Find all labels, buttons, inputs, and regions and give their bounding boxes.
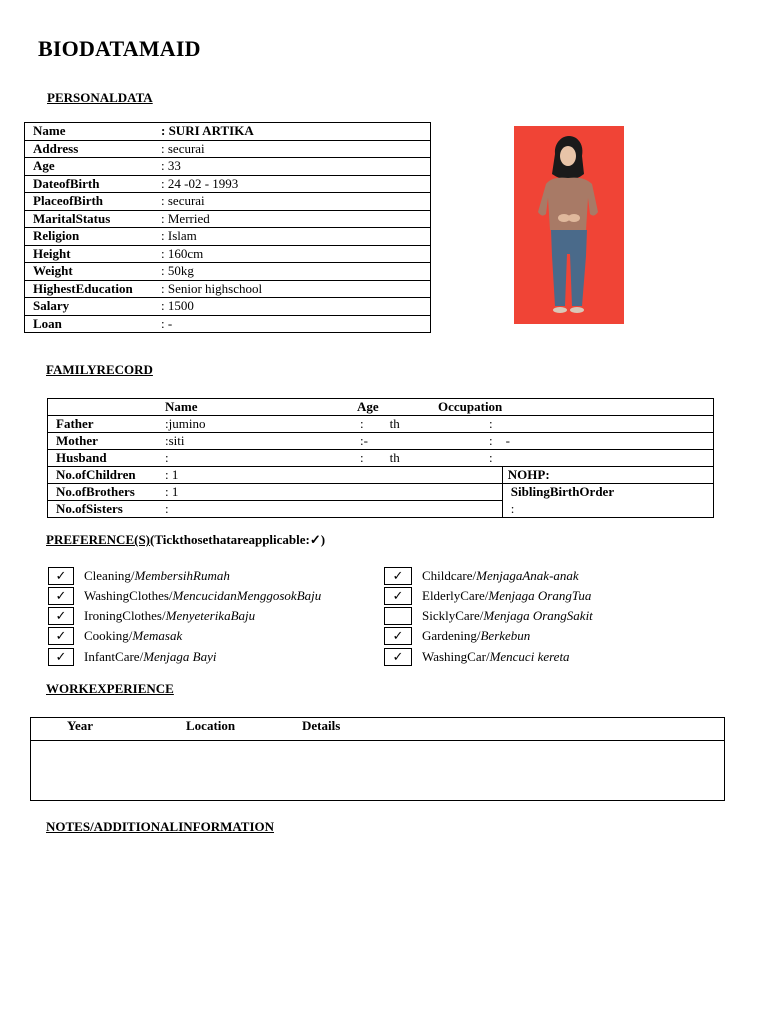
pref-infant-care: ✓ InfantCare/Menjaga Bayi — [48, 647, 217, 667]
page-title: BIODATAMAID — [38, 36, 201, 61]
salary-value: : 1500 — [161, 298, 431, 316]
profile-photo — [514, 126, 624, 324]
preferences-heading: PREFERENCE(S)(Tickthosethatareapplicable:✓) — [46, 532, 326, 547]
col-details-header: Details — [302, 718, 341, 733]
father-label: Father — [48, 416, 166, 433]
sisters-label: No.ofSisters — [48, 501, 166, 518]
person-figure — [514, 126, 624, 324]
col-age-header: Age — [357, 399, 379, 414]
pref-washing-clothes: ✓ WashingClothes/MencucidanMenggosokBaju — [48, 586, 321, 606]
family-header-row — [48, 399, 714, 416]
notes-heading: NOTES/ADDITIONALINFORMATION — [46, 819, 275, 834]
address-value: : securai — [161, 140, 431, 158]
loan-label: Loan — [25, 315, 162, 333]
height-label: Height — [25, 245, 162, 263]
pref-childcare: ✓ Childcare/MenjagaAnak-anak — [384, 566, 579, 586]
pref-checkbox[interactable] — [384, 607, 412, 625]
children-label: No.ofChildren — [48, 467, 166, 484]
education-label: HighestEducation — [25, 280, 162, 298]
mother-occupation: : - — [438, 433, 714, 450]
father-age: : th — [357, 416, 438, 433]
address-label: Address — [25, 140, 162, 158]
pob-label: PlaceofBirth — [25, 193, 162, 211]
pref-checkbox[interactable]: ✓ — [384, 587, 412, 605]
education-value: : Senior highschool — [161, 280, 431, 298]
pob-value: : securai — [161, 193, 431, 211]
work-header-row — [31, 718, 724, 741]
pref-elderly-care: ✓ ElderlyCare/Menjaga OrangTua — [384, 586, 591, 606]
dob-value: : 24 -02 - 1993 — [161, 175, 431, 193]
mother-label: Mother — [48, 433, 166, 450]
age-value: : 33 — [161, 158, 431, 176]
sisters-row — [48, 501, 714, 518]
sibling-order-label: SiblingBirthOrder — [502, 484, 713, 501]
pref-checkbox[interactable]: ✓ — [384, 648, 412, 666]
row-height — [25, 245, 431, 263]
brothers-value: : 1 — [165, 484, 502, 501]
pref-checkbox[interactable]: ✓ — [384, 567, 412, 585]
mother-row — [48, 433, 714, 450]
husband-occupation: : — [438, 450, 714, 467]
pref-sickly-care: SicklyCare/Menjaga OrangSakit — [384, 606, 593, 626]
family-record-heading: FAMILYRECORD — [46, 362, 153, 377]
pref-washing-car: ✓ WashingCar/Mencuci kereta — [384, 647, 570, 667]
husband-row — [48, 450, 714, 467]
husband-age: : th — [357, 450, 438, 467]
dob-label: DateofBirth — [25, 175, 162, 193]
pref-checkbox[interactable]: ✓ — [48, 567, 74, 585]
family-record-table — [47, 398, 714, 518]
brothers-row — [48, 484, 714, 501]
personal-data-table — [24, 122, 431, 333]
col-occupation-header: Occupation — [438, 399, 503, 414]
col-location-header: Location — [186, 718, 236, 733]
marital-value: : Merried — [161, 210, 431, 228]
pref-checkbox[interactable]: ✓ — [384, 627, 412, 645]
weight-value: : 50kg — [161, 263, 431, 281]
height-value: : 160cm — [161, 245, 431, 263]
row-marital — [25, 210, 431, 228]
weight-label: Weight — [25, 263, 162, 281]
pref-checkbox[interactable]: ✓ — [48, 648, 74, 666]
sibling-order-value: : — [502, 501, 713, 518]
brothers-label: No.ofBrothers — [48, 484, 166, 501]
row-education — [25, 280, 431, 298]
father-occupation: : — [438, 416, 714, 433]
religion-label: Religion — [25, 228, 162, 246]
col-name-header: Name — [165, 399, 198, 414]
sisters-value: : — [165, 501, 502, 518]
pref-checkbox[interactable]: ✓ — [48, 587, 74, 605]
row-salary — [25, 298, 431, 316]
pref-cleaning: ✓ Cleaning/MembersihRumah — [48, 566, 230, 586]
mother-age: :- — [357, 433, 438, 450]
husband-label: Husband — [48, 450, 166, 467]
name-value: : SURI ARTIKA — [161, 123, 431, 141]
mother-name: :siti — [165, 433, 357, 450]
work-experience-table — [30, 717, 725, 801]
religion-value: : Islam — [161, 228, 431, 246]
pref-ironing: ✓ IroningClothes/MenyeterikaBaju — [48, 606, 255, 626]
pref-gardening: ✓ Gardening/Berkebun — [384, 626, 530, 646]
age-label: Age — [25, 158, 162, 176]
personal-data-heading: PERSONALDATA — [47, 90, 153, 105]
row-weight — [25, 263, 431, 281]
loan-value: : - — [161, 315, 431, 333]
nohp-label: NOHP: — [502, 467, 713, 484]
row-name — [25, 123, 431, 141]
father-row — [48, 416, 714, 433]
row-address — [25, 140, 431, 158]
pref-checkbox[interactable]: ✓ — [48, 627, 74, 645]
pref-cooking: ✓ Cooking/Memasak — [48, 626, 182, 646]
row-religion — [25, 228, 431, 246]
row-pob — [25, 193, 431, 211]
row-loan — [25, 315, 431, 333]
work-experience-heading: WORKEXPERIENCE — [46, 681, 174, 696]
children-row — [48, 467, 714, 484]
row-dob — [25, 175, 431, 193]
name-label: Name — [25, 123, 162, 141]
pref-checkbox[interactable]: ✓ — [48, 607, 74, 625]
salary-label: Salary — [25, 298, 162, 316]
father-name: :jumino — [165, 416, 357, 433]
husband-name: : — [165, 450, 357, 467]
children-value: : 1 — [165, 467, 502, 484]
marital-label: MaritalStatus — [25, 210, 162, 228]
row-age — [25, 158, 431, 176]
col-year-header: Year — [67, 718, 93, 733]
